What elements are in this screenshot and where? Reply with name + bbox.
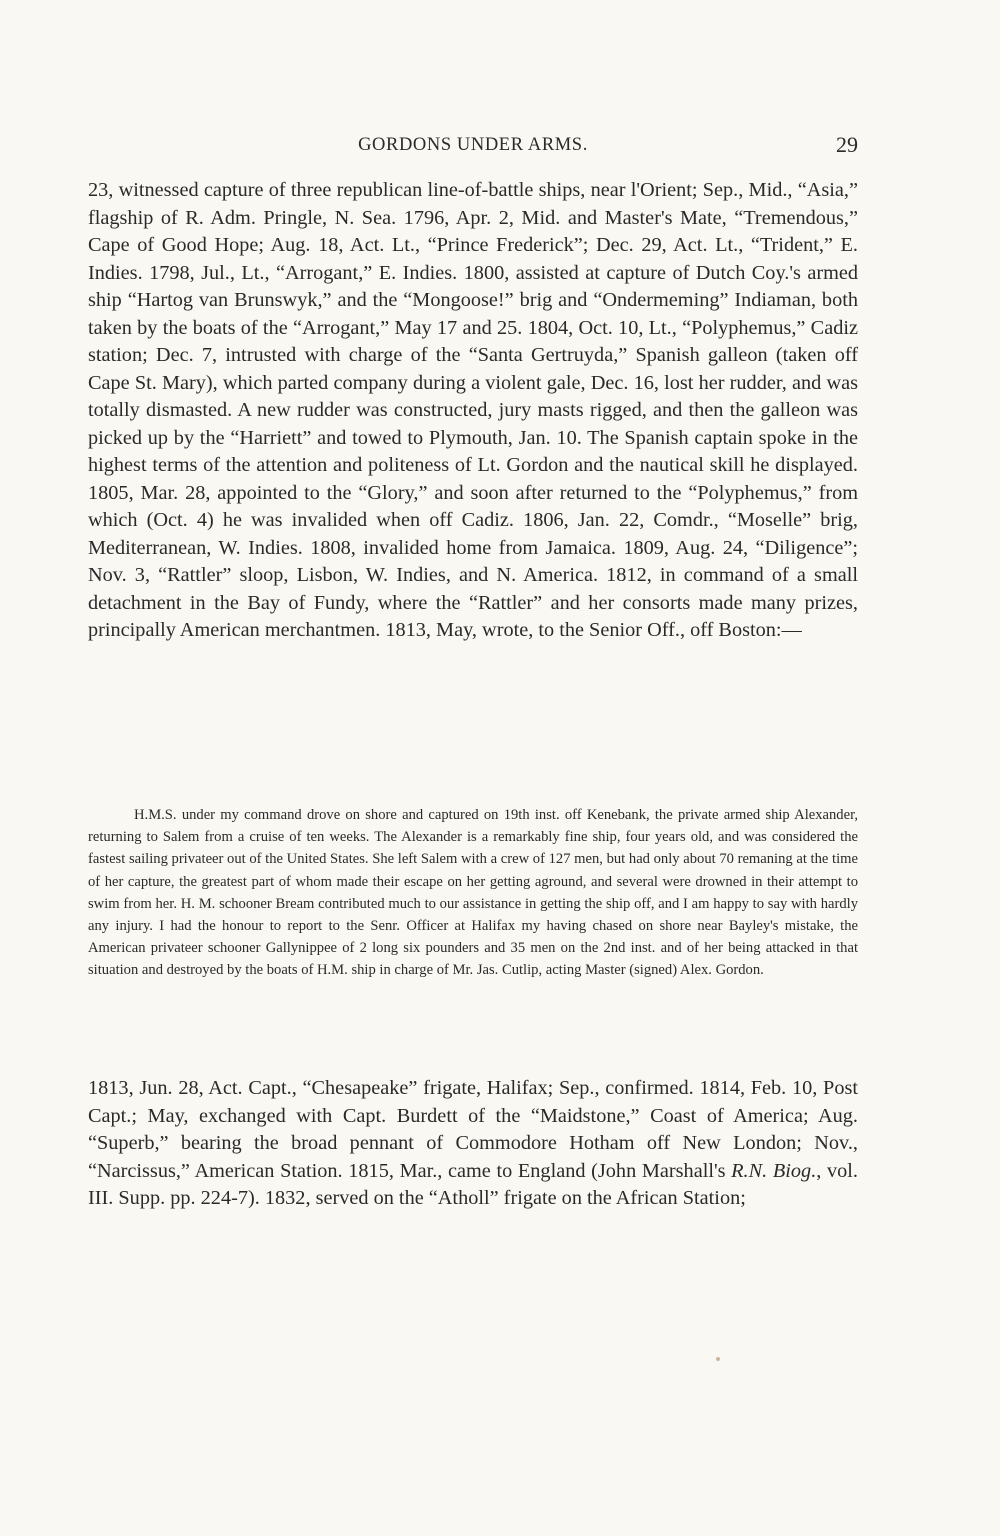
page-number: 29 (836, 132, 858, 157)
quoted-letter: H.M.S. under my command drove on shore and captured on 19th inst. off Kenebank, the private armed ship Alexander, returning to Salem from a cruise of ten weeks. The Alexander is a remarkably fine ship, four years old, and was considered the fastest sailing privateer out of the United States. She left Salem with a crew of 127 men, but had only about 70 remaning at the time of her capture, the greatest part of whom made their escape on her getting aground, and several were drowned in their attempt to swim from her. H. M. schooner Bream contributed much to our assistance in getting the ship off, and I am happy to say with hardly any injury. I had the honour to report to the Senr. Officer at Halifax my having chased on shore near Bayley's mistake, the American privateer schooner Gallynippee of 2 long six pounders and 35 men on the 2nd inst. and of her being attacked in that situation and destroyed by the boats of H.M. ship in charge of Mr. Jas. Cutlip, acting Master (signed) Alex. Gordon. (88, 807, 858, 979)
continuation-text-end: , vol. III. Supp. pp. 224-7). 1832, served on the “Atholl” frigate on the African Station; (88, 1159, 858, 1209)
continuation-text-start: 1813, Jun. 28, Act. Capt., “Chesapeake” frigate, Halifax; Sep., confirmed. 1814, Feb. 10, Post Capt.; May, exchanged with Capt. Burdett of the “Maidstone,” Coast of America; Aug. “Superb,” bearing the broad pennant of Commodore Hotham off New London; Nov., “Narcissus,” American Station. 1815, Mar., came to England (John Marshall's (88, 1077, 858, 1182)
citation-title: R.N. Biog. (731, 1159, 817, 1182)
continuation-paragraph (88, 1075, 858, 1213)
running-title: GORDONS UNDER ARMS. (358, 135, 588, 155)
paper-speck (716, 1357, 720, 1361)
running-head (88, 131, 858, 159)
main-paragraph: 23, witnessed capture of three republican line-of-battle ships, near l'Orient; Sep., Mid., “Asia,” flagship of R. Adm. Pringle, N. Sea. 1796, Apr. 2, Mid. and Master's Mate, “Tremendous,” Cape of Good Hope; Aug. 18, Act. Lt., “Prince Frederick”; Dec. 29, Act. Lt., “Trident,” E. Indies. 1798, Jul., Lt., “Arrogant,” E. Indies. 1800, assisted at capture of Dutch Coy.'s armed ship “Hartog van Brunswyk,” and the “Mongoose!” brig and “Ondermeming” Indiaman, both taken by the boats of the “Arrogant,” May 17 and 25. 1804, Oct. 10, Lt., “Polyphemus,” Cadiz station; Dec. 7, intrusted with charge of the “Santa Gertruyda,” Spanish galleon (taken off Cape St. Mary), which parted company during a violent gale, Dec. 16, lost her rudder, and was totally dismasted. A new rudder was constructed, jury masts rigged, and then the galleon was picked up by the “Harriett” and towed to Plymouth, Jan. 10. The Spanish captain spoke in the highest terms of the attention and politeness of Lt. Gordon and the nautical skill he displayed. 1805, Mar. 28, appointed to the “Glory,” and soon after returned to the “Polyphemus,” from which (Oct. 4) he was invalided when off Cadiz. 1806, Jan. 22, Comdr., “Moselle” brig, Mediterranean, W. Indies. 1808, invalided home from Jamaica. 1809, Aug. 24, “Diligence”; Nov. 3, “Rattler” sloop, Lisbon, W. Indies, and N. America. 1812, in command of a small detachment in the Bay of Fundy, where the “Rattler” and her consorts made many prizes, principally American merchantmen. 1813, May, wrote, to the Senior Off., off Boston:— (88, 179, 858, 641)
